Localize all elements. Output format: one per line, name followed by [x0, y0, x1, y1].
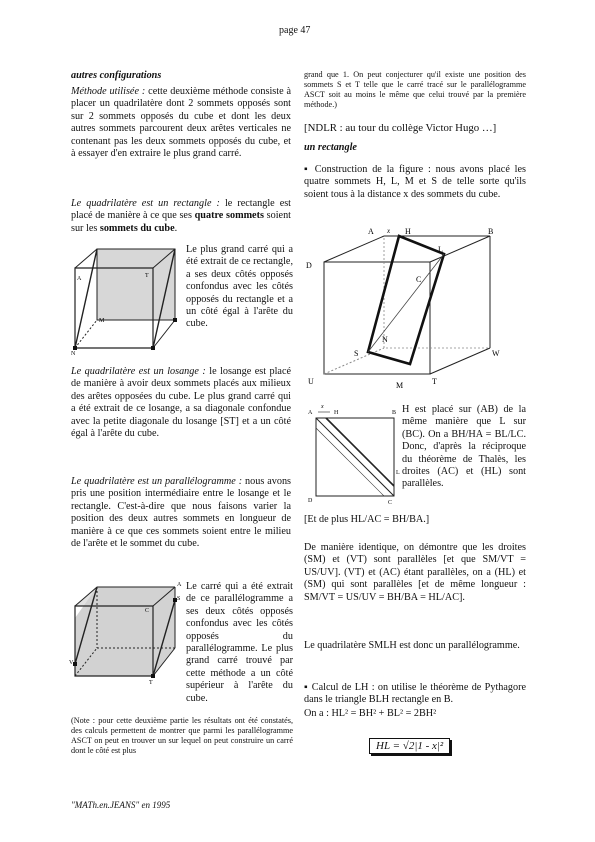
rectangle-bold-a: quatre sommets: [194, 210, 264, 222]
fig3-label-m: M: [396, 381, 404, 390]
fig2-label-t: T: [149, 680, 153, 686]
rectangle-label: Le quadrilatère est un rectangle :: [71, 198, 220, 209]
fig4-label-b: B: [392, 410, 397, 416]
fig4-label-d: D: [308, 498, 313, 504]
fig1-label-n: N: [71, 351, 76, 355]
conclusion-paragraph: Le quadrilatère SMLH est donc un parallélogramme.: [304, 640, 520, 651]
thales-paragraph: H est placé sur (AB) de la même manière que L sur (BC). On a BH/HA = BL/LC. Donc, d'après la réciproque du théorème de Thalès, les droites (AC) et (HL) sont parallèles.: [402, 404, 526, 490]
pythagore-formula: On a : HL² = BH² + BL² = 2BH²: [304, 708, 437, 719]
section-title: autres configurations: [71, 70, 162, 81]
rectangle-bold-b: sommets du cube: [99, 222, 175, 234]
fig1-label-t: T: [145, 273, 149, 279]
fig3-label-w: W: [492, 349, 500, 358]
fig4-label-a: A: [308, 410, 313, 416]
fig1-label-m: M: [99, 318, 105, 324]
fig3-label-h: H: [405, 227, 411, 236]
method-label: Méthode utilisée :: [71, 86, 146, 97]
fig3-label-d: D: [306, 261, 312, 270]
etplus-text: [Et de plus HL/AC = BH/BA.]: [304, 514, 430, 525]
fig3-label-t: T: [432, 377, 437, 386]
parallelogram-text: nous avons pris une position intermédiaire entre le losange et le rectangle. C'est-à-dire que nous faisons varier la position des deux autres sommets en longueur de manière à ce que ces sommets soient entre le milieu de l'arête et le sommet du cube.: [71, 476, 292, 550]
fig3-label-c: C: [416, 275, 422, 284]
fig2-label-v: V: [69, 660, 74, 666]
fig4-label-l: L: [396, 470, 400, 476]
cube-figure-parallelogram: [69, 578, 184, 688]
fig2-label-a: A: [177, 582, 182, 588]
losange-text: le losange est placé de manière à avoir deux sommets placés aux milieux des arêtes opposées du cube. Le plus grand carré qui a été extrait de ce losange, a sa diagonale confondue avec la petite diagonale du losange [ST] et a un côté égal à l'arête du cube.: [71, 366, 292, 440]
rectangle-end: .: [174, 222, 178, 234]
fig3-label-u: U: [308, 377, 314, 386]
square-face-figure: [304, 400, 404, 508]
fig3-label-n: N: [382, 335, 388, 344]
rectangle-square-paragraph: Le plus grand carré qui a été extrait de ce rectangle, a ses deux côtés opposés confondus avec les côtés opposés du rectangle et a un côté égal à l'arête du cube.: [186, 244, 293, 330]
ndlr-text: [NDLR : au tour du collège Victor Hugo …]: [304, 122, 497, 134]
fig3-label-b: B: [488, 227, 494, 236]
parallelogram-square-paragraph: Le carré qui a été extrait de ce parallélogramme a ses deux côtés opposés confondus avec les côtés opposés du parallélogramme. Le plus grand carré trouvé par cette méthode a un côté supérieur à l'arête du cube.: [186, 581, 293, 704]
cube-3d-figure: [304, 224, 504, 394]
parallelogram-shape: [368, 236, 444, 364]
note-continuation: grand que 1. On peut conjecturer qu'il existe une position des sommets S et T telle que le carré tracé sur le parallélogramme ASCT soit au moins le même que celui trouvé par la première méthode.): [304, 70, 526, 109]
parallelogram-paragraph: [71, 476, 291, 550]
fig3-label-a: A: [368, 227, 374, 236]
cube-figure-rectangle: [69, 240, 184, 355]
fig4-label-h: H: [334, 410, 339, 416]
parallelogram-label: Le quadrilatère est un parallélogramme :: [71, 476, 243, 487]
method-paragraph: [71, 86, 291, 160]
fig3-label-l: L: [438, 245, 443, 254]
identique-paragraph: De manière identique, on démontre que les droites (SM) et (VT) sont parallèles [et que SM/VT = US/UV]. (VT) et (AC) étant parallèles, on a (HL) et (SM) qui sont parallèles [et de même longueur : SM/VT = US/UV = BH/BA = HL/AC].: [304, 542, 526, 603]
calcul-paragraph: ▪ Calcul de LH : on utilise le théorème de Pythagore dans le triangle BLH rectangle en B.: [304, 682, 526, 706]
note-paragraph: (Note : pour cette deuxième partie les résultats ont été constatés, des calculs permettent de montrer que parmi les parallélogramme ASCT on peut en trouver un sur lequel on peut construire un carré dont le côté est plus: [71, 716, 293, 755]
rectangle-text-a: le rectangle est placé de manière à ce que ses: [71, 198, 292, 222]
boxed-formula: HL = √2|1 - x|²: [369, 738, 450, 754]
page-number: page 47: [279, 25, 311, 36]
fig1-label-a: A: [77, 276, 82, 282]
method-text: cette deuxième méthode consiste à placer un quadrilatère dont 2 sommets opposés sont sur 2 sommets opposés du cube et dont les deux autres sommets parcourent deux arêtes verticales ne contenant pas les deux sommets opposés du cube, et à essayer d'en extraire le plus grand carré.: [71, 86, 292, 160]
fig4-label-x: x: [321, 404, 324, 410]
footer-source: "MATh.en.JEANS" en 1995: [71, 800, 171, 810]
losange-label: Le quadrilatère est un losange :: [71, 366, 206, 377]
rectangle-paragraph: [71, 198, 291, 235]
subsection-title: un rectangle: [304, 142, 357, 153]
fig2-label-s: S: [177, 596, 181, 602]
fig3-label-x: x: [387, 227, 391, 235]
losange-paragraph: [71, 366, 291, 440]
fig4-label-c: C: [388, 500, 393, 506]
fig3-label-s: S: [354, 349, 359, 358]
rectangle-text-b: soient sur les: [71, 210, 292, 234]
fig2-label-c: C: [145, 608, 150, 614]
construction-paragraph: ▪ Construction de la figure : nous avons placé les quatre sommets H, L, M et S de telle sorte qu'ils soient tous à la distance x des sommets du cube.: [304, 164, 526, 200]
